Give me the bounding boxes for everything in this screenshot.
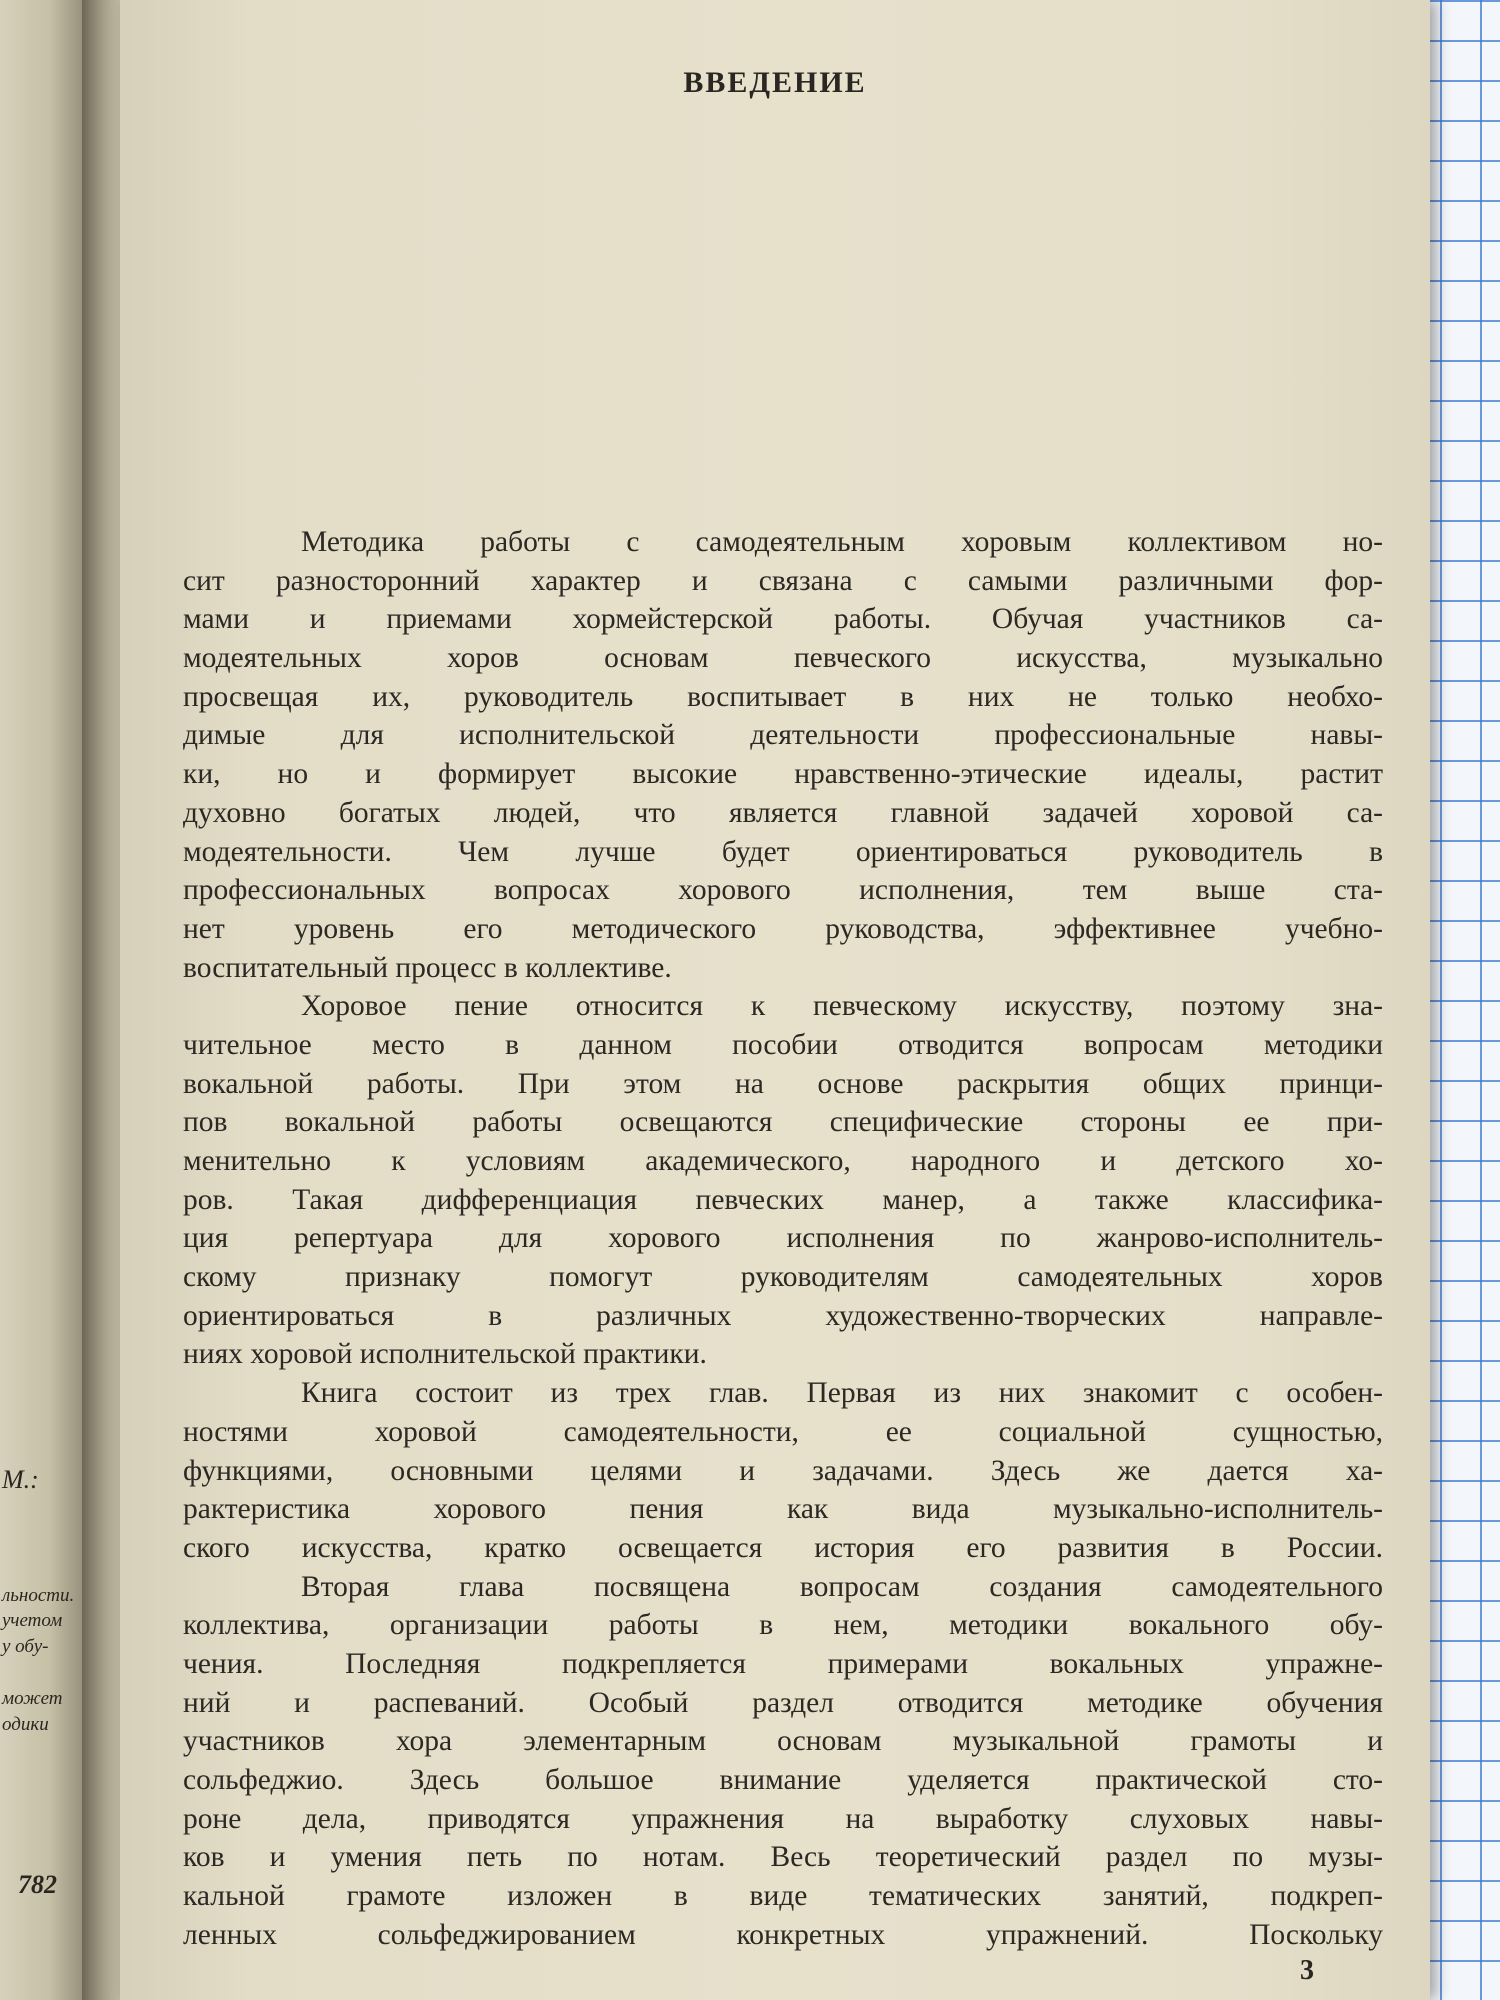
text-line: ниях хоровой исполнительской практики.	[183, 1338, 707, 1371]
left-page-fragment: льности.	[2, 1585, 75, 1606]
text-line: мами и приемами хормейстерской работы. Обучая участников са-	[183, 603, 1383, 636]
text-line: ориентироваться в различных художественно-творческих направле-	[183, 1299, 1383, 1332]
text-line: участников хора элементарным основам музыкальной грамоты и	[183, 1725, 1383, 1758]
text-line: менительно к условиям академического, народного и детского хо-	[183, 1145, 1383, 1177]
left-page-fragment: может	[2, 1688, 63, 1709]
text-line: духовно богатых людей, что является главной задачей хоровой са-	[183, 796, 1383, 829]
text-line: ция репертуара для хорового исполнения по жанрово-исполнитель-	[183, 1222, 1383, 1255]
text-line: кальной грамоте изложен в виде тематических занятий, подкреп-	[183, 1880, 1383, 1913]
page-title: ВВЕДЕНИЕ	[683, 66, 867, 99]
left-page-fragment: у обу-	[2, 1636, 49, 1657]
text-line: ленных сольфеджированием конкретных упражнений. Поскольку	[183, 1918, 1383, 1951]
text-line: роне дела, приводятся упражнения на выработку слуховых навы-	[183, 1802, 1383, 1835]
text-line: ки, но и формирует высокие нравственно-этические идеалы, растит	[183, 758, 1383, 791]
text-line: Методика работы с самодеятельным хоровым коллективом но-	[301, 526, 1383, 558]
text-line: воспитательный процесс в коллективе.	[183, 951, 672, 984]
text-line: Книга состоит из трех глав. Первая из них знакомит с особен-	[301, 1377, 1383, 1410]
page-number: 3	[1300, 1955, 1314, 1986]
text-line: вокальной работы. При этом на основе раскрытия общих принци-	[183, 1067, 1383, 1100]
text-line: функциями, основными целями и задачами. Здесь же дается ха-	[183, 1454, 1383, 1487]
text-line: скому признаку помогут руководителям самодеятельных хоров	[183, 1261, 1383, 1294]
previous-page-edge	[0, 0, 90, 2000]
text-line: модеятельности. Чем лучше будет ориентироваться руководитель в	[183, 835, 1383, 868]
text-line: димые для исполнительской деятельности профессиональные навы-	[183, 719, 1383, 752]
text-line: чительное место в данном пособии отводится вопросам методики	[183, 1028, 1383, 1061]
text-line: коллектива, организации работы в нем, методики вокального обу-	[183, 1609, 1383, 1642]
text-line: нет уровень его методического руководства, эффективнее учебно-	[183, 912, 1383, 945]
book-page	[120, 0, 1430, 2000]
text-line: сит разносторонний характер и связана с самыми различными фор-	[183, 564, 1383, 597]
text-line: ров. Такая дифференциация певческих манер, а также классифика-	[183, 1183, 1383, 1216]
text-line: чения. Последняя подкрепляется примерами вокальных упражне-	[183, 1647, 1383, 1680]
text-line: просвещая их, руководитель воспитывает в них не только необхо-	[183, 680, 1383, 713]
text-line: ков и умения петь по нотам. Весь теоретический раздел по музы-	[183, 1841, 1383, 1874]
text-line: пов вокальной работы освещаются специфические стороны ее при-	[183, 1106, 1383, 1139]
text-line: ний и распеваний. Особый раздел отводится методике обучения	[183, 1686, 1383, 1719]
text-line: модеятельных хоров основам певческого искусства, музыкально	[183, 642, 1383, 675]
text-line: ностями хоровой самодеятельности, ее социальной сущностью,	[183, 1415, 1383, 1448]
left-page-fragment: одики	[2, 1714, 49, 1735]
text-line: Вторая глава посвящена вопросам создания самодеятельного	[301, 1570, 1383, 1603]
left-page-fragment: учетом	[2, 1610, 63, 1631]
text-line: Хоровое пение относится к певческому искусству, поэтому зна-	[301, 990, 1383, 1023]
body-text	[183, 523, 1383, 1954]
left-page-number: 782	[18, 1870, 57, 1899]
left-page-fragment: М.:	[2, 1465, 39, 1494]
text-line: сольфеджио. Здесь большое внимание уделяется практической сто-	[183, 1764, 1383, 1796]
text-line: ского искусства, кратко освещается история его развития в России.	[183, 1531, 1383, 1564]
text-line: рактеристика хорового пения как вида музыкально-исполнитель-	[183, 1493, 1383, 1526]
text-line: профессиональных вопросах хорового исполнения, тем выше ста-	[183, 874, 1383, 907]
